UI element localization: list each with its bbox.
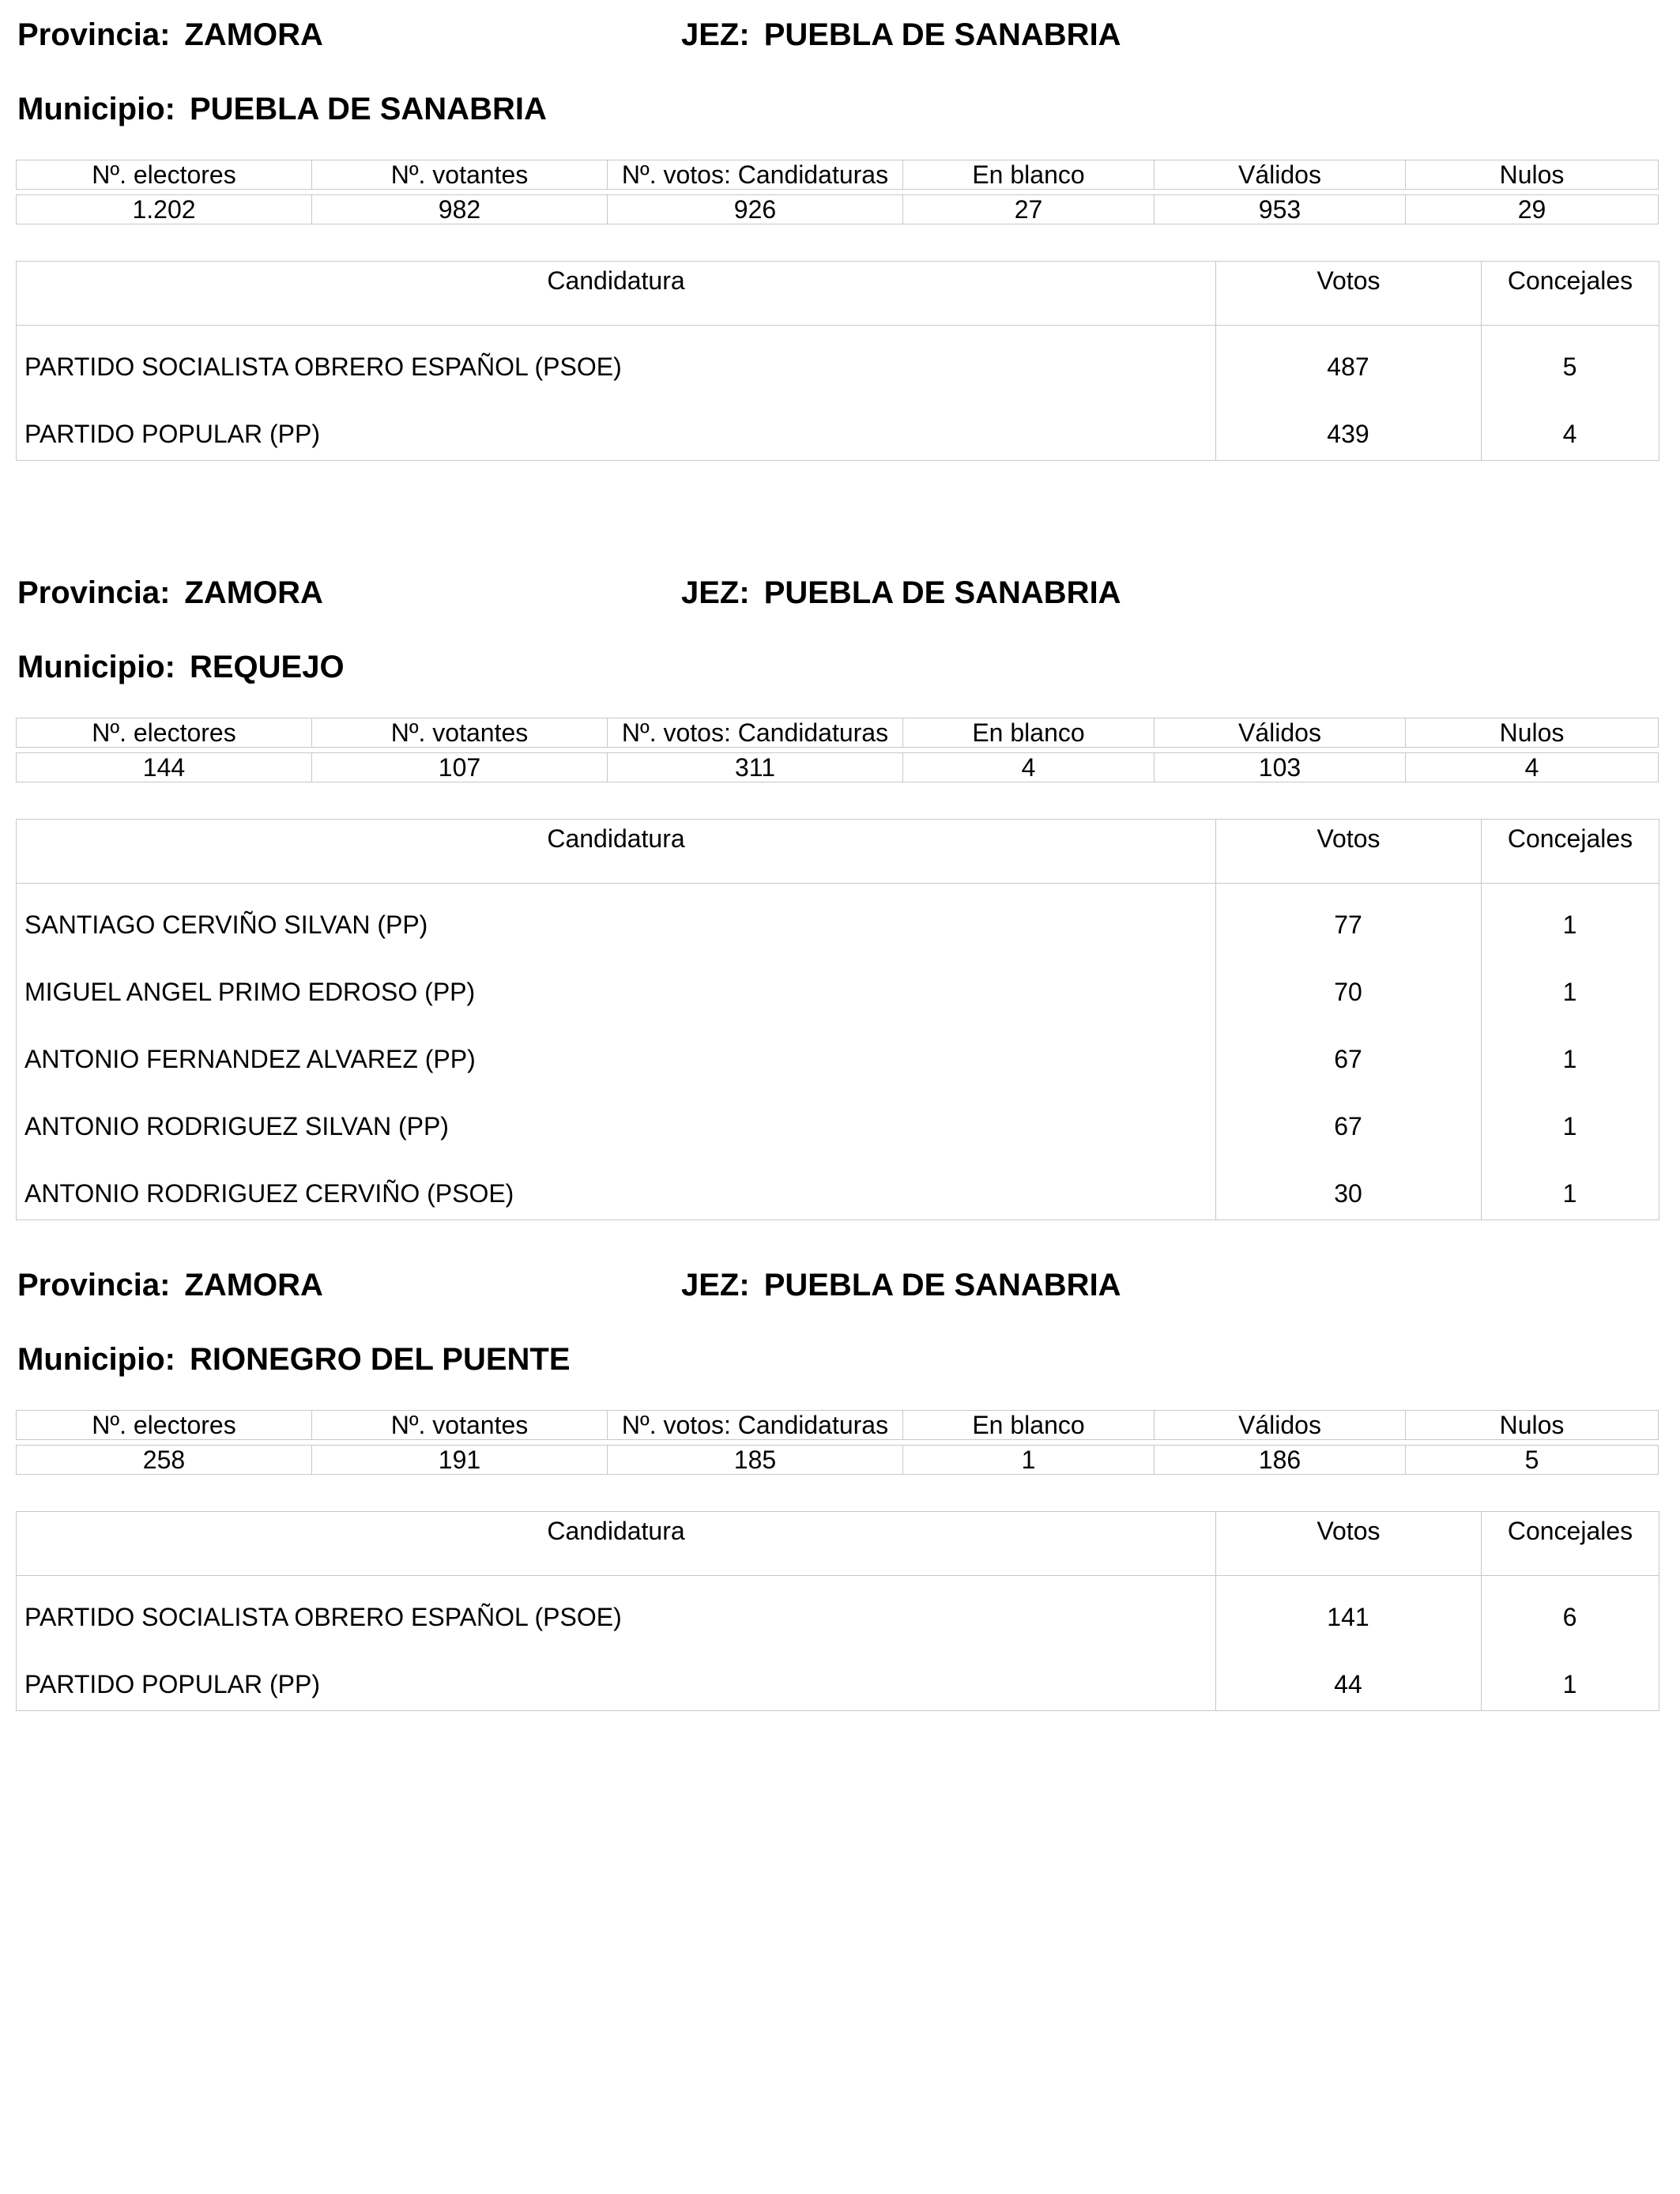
municipio-label: Municipio: [17, 92, 175, 126]
stats-validos: 953 [1155, 195, 1406, 224]
provincia-value: ZAMORA [184, 17, 323, 52]
stats-electores: 258 [17, 1446, 312, 1475]
candidate-row [17, 1085, 1659, 1152]
stats-header-votantes: Nº. votantes [312, 718, 608, 748]
jez-value: PUEBLA DE SANABRIA [763, 575, 1121, 610]
municipio-header [17, 1340, 571, 1378]
stats-table [16, 160, 1659, 224]
candidaturas-table [16, 819, 1659, 1220]
stats-validos: 186 [1155, 1446, 1406, 1475]
municipio-header [17, 90, 547, 128]
header-candidatura: Candidatura [547, 824, 685, 853]
candidaturas-header-row [17, 1512, 1659, 1576]
stats-nulos: 29 [1406, 195, 1659, 224]
candidate-votos: 67 [1334, 1112, 1362, 1140]
stats-header-validos: Válidos [1155, 1411, 1406, 1440]
stats-votantes: 982 [312, 195, 608, 224]
stats-value-row [17, 1446, 1659, 1475]
candidate-row [17, 1576, 1659, 1643]
provincia-label: Provincia: [17, 1268, 171, 1302]
candidate-name: ANTONIO RODRIGUEZ CERVIÑO (PSOE) [24, 1179, 514, 1208]
municipio-value: RIONEGRO DEL PUENTE [189, 1342, 571, 1377]
candidate-concejales: 5 [1562, 352, 1577, 381]
stats-header-nulos: Nulos [1406, 160, 1659, 190]
stats-table [16, 718, 1659, 782]
candidate-concejales: 1 [1562, 1045, 1577, 1073]
stats-header-votos-candidaturas: Nº. votos: Candidaturas [608, 718, 903, 748]
stats-header-electores: Nº. electores [17, 160, 312, 190]
jez-label: JEZ: [681, 1268, 750, 1302]
header-concejales: Concejales [1481, 820, 1659, 883]
header-concejales: Concejales [1481, 1512, 1659, 1575]
jez-label: JEZ: [681, 17, 750, 52]
candidate-votos: 141 [1327, 1603, 1369, 1631]
provincia-label: Provincia: [17, 17, 171, 52]
candidate-concejales: 1 [1562, 978, 1577, 1006]
candidate-name: PARTIDO POPULAR (PP) [24, 420, 320, 448]
candidate-votos: 77 [1334, 910, 1362, 939]
stats-header-nulos: Nulos [1406, 1411, 1659, 1440]
jez-label: JEZ: [681, 575, 750, 610]
header-candidatura: Candidatura [547, 266, 685, 295]
stats-nulos: 4 [1406, 753, 1659, 782]
stats-header-electores: Nº. electores [17, 718, 312, 748]
candidate-concejales: 4 [1562, 420, 1577, 448]
stats-header-nulos: Nulos [1406, 718, 1659, 748]
candidate-name: SANTIAGO CERVIÑO SILVAN (PP) [24, 910, 428, 939]
municipio-value: REQUEJO [189, 650, 345, 684]
candidate-name: PARTIDO SOCIALISTA OBRERO ESPAÑOL (PSOE) [24, 1603, 622, 1631]
provincia-header [17, 16, 323, 54]
header-votos: Votos [1215, 1512, 1481, 1575]
stats-header-row [17, 718, 1659, 748]
stats-validos: 103 [1155, 753, 1406, 782]
candidate-concejales: 1 [1562, 1670, 1577, 1698]
stats-header-row [17, 1411, 1659, 1440]
stats-header-row [17, 160, 1659, 190]
candidate-votos: 487 [1327, 352, 1369, 381]
stats-header-votantes: Nº. votantes [312, 1411, 608, 1440]
municipio-label: Municipio: [17, 1342, 175, 1377]
provincia-value: ZAMORA [184, 1268, 323, 1302]
stats-header-validos: Válidos [1155, 718, 1406, 748]
candidate-votos: 70 [1334, 978, 1362, 1006]
candidate-name: MIGUEL ANGEL PRIMO EDROSO (PP) [24, 978, 476, 1006]
stats-electores: 1.202 [17, 195, 312, 224]
candidate-concejales: 6 [1562, 1603, 1577, 1631]
jez-header [681, 1266, 1121, 1304]
stats-header-votantes: Nº. votantes [312, 160, 608, 190]
candidate-row [17, 393, 1659, 460]
municipio-value: PUEBLA DE SANABRIA [189, 92, 547, 126]
candidate-name: ANTONIO FERNANDEZ ALVAREZ (PP) [24, 1045, 476, 1073]
candidaturas-table [16, 261, 1659, 461]
candidate-row [17, 326, 1659, 393]
candidate-row [17, 951, 1659, 1018]
stats-votos-candidaturas: 185 [608, 1446, 903, 1475]
header-concejales: Concejales [1481, 262, 1659, 325]
candidaturas-header-row [17, 262, 1659, 326]
stats-votos-candidaturas: 311 [608, 753, 903, 782]
stats-header-validos: Válidos [1155, 160, 1406, 190]
stats-en-blanco: 4 [903, 753, 1155, 782]
stats-votantes: 191 [312, 1446, 608, 1475]
jez-header [681, 16, 1121, 54]
municipio-header [17, 648, 345, 686]
provincia-header [17, 1266, 323, 1304]
jez-value: PUEBLA DE SANABRIA [763, 17, 1121, 52]
candidaturas-table [16, 1511, 1659, 1711]
header-votos: Votos [1215, 820, 1481, 883]
candidate-row [17, 884, 1659, 951]
candidate-votos: 44 [1334, 1670, 1362, 1698]
candidate-name: PARTIDO POPULAR (PP) [24, 1670, 320, 1698]
provincia-header [17, 574, 323, 612]
candidate-row [17, 1018, 1659, 1085]
stats-header-en-blanco: En blanco [903, 160, 1155, 190]
provincia-value: ZAMORA [184, 575, 323, 610]
stats-header-electores: Nº. electores [17, 1411, 312, 1440]
stats-value-row [17, 753, 1659, 782]
stats-en-blanco: 1 [903, 1446, 1155, 1475]
header-votos: Votos [1215, 262, 1481, 325]
candidate-name: PARTIDO SOCIALISTA OBRERO ESPAÑOL (PSOE) [24, 352, 622, 381]
candidate-votos: 439 [1327, 420, 1369, 448]
municipio-label: Municipio: [17, 650, 175, 684]
stats-header-votos-candidaturas: Nº. votos: Candidaturas [608, 1411, 903, 1440]
candidate-name: ANTONIO RODRIGUEZ SILVAN (PP) [24, 1112, 449, 1140]
candidate-concejales: 1 [1562, 1112, 1577, 1140]
stats-nulos: 5 [1406, 1446, 1659, 1475]
jez-header [681, 574, 1121, 612]
candidate-row [17, 1643, 1659, 1710]
stats-header-en-blanco: En blanco [903, 718, 1155, 748]
candidaturas-header-row [17, 820, 1659, 884]
stats-table [16, 1410, 1659, 1475]
stats-votos-candidaturas: 926 [608, 195, 903, 224]
provincia-label: Provincia: [17, 575, 171, 610]
header-candidatura: Candidatura [547, 1517, 685, 1545]
candidate-row [17, 1152, 1659, 1220]
stats-header-votos-candidaturas: Nº. votos: Candidaturas [608, 160, 903, 190]
stats-en-blanco: 27 [903, 195, 1155, 224]
stats-votantes: 107 [312, 753, 608, 782]
stats-value-row [17, 195, 1659, 224]
candidate-concejales: 1 [1562, 1179, 1577, 1208]
stats-electores: 144 [17, 753, 312, 782]
jez-value: PUEBLA DE SANABRIA [763, 1268, 1121, 1302]
candidate-votos: 67 [1334, 1045, 1362, 1073]
candidate-votos: 30 [1334, 1179, 1362, 1208]
stats-header-en-blanco: En blanco [903, 1411, 1155, 1440]
candidate-concejales: 1 [1562, 910, 1577, 939]
